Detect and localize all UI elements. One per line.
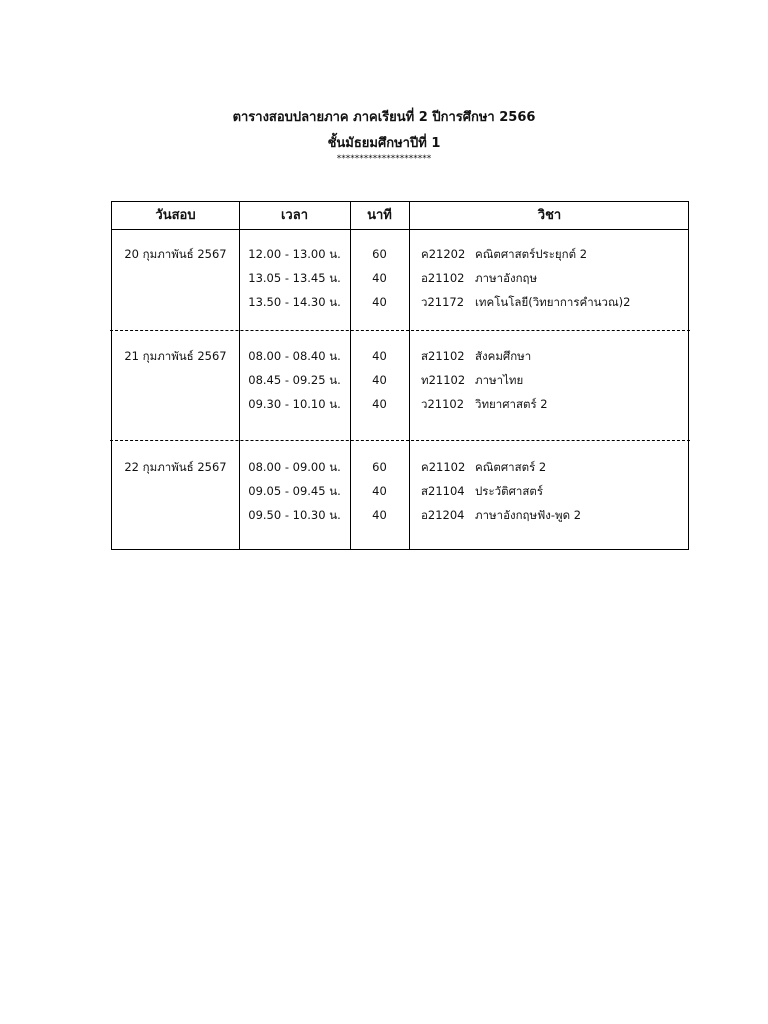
exam-minutes: 40 — [372, 295, 387, 309]
header-minutes: นาที — [367, 208, 392, 223]
subject-name: ภาษาอังกฤษฟัง-พูด 2 — [475, 508, 582, 522]
day-separator — [110, 440, 690, 441]
exam-time: 09.50 - 10.30 น. — [248, 508, 341, 522]
exam-subject — [421, 392, 548, 416]
exam-time: 09.30 - 10.10 น. — [248, 397, 341, 411]
subject-code: อ21204 — [421, 508, 465, 522]
exam-minutes: 60 — [372, 247, 387, 261]
exam-minutes: 60 — [372, 460, 387, 474]
exam-date: 21 กุมภาพันธ์ 2567 — [124, 349, 227, 363]
column-divider — [409, 202, 410, 549]
exam-subject — [421, 242, 587, 266]
exam-subject — [421, 455, 546, 479]
exam-time: 09.05 - 09.45 น. — [248, 484, 341, 498]
header-date: วันสอบ — [155, 208, 196, 223]
exam-subject — [421, 368, 523, 392]
subject-name: ภาษาไทย — [475, 373, 524, 387]
exam-time: 12.00 - 13.00 น. — [248, 247, 341, 261]
exam-time: 08.00 - 09.00 น. — [248, 460, 341, 474]
subject-code: ว21172 — [421, 295, 465, 309]
subject-name: เทคโนโลยี(วิทยาการคำนวณ)2 — [475, 295, 631, 309]
exam-subject — [421, 479, 543, 503]
exam-minutes: 40 — [372, 349, 387, 363]
document-title: ตารางสอบปลายภาค ภาคเรียนที่ 2 ปีการศึกษา 2566 — [232, 110, 536, 125]
exam-date: 20 กุมภาพันธ์ 2567 — [124, 247, 227, 261]
header-subject: วิชา — [537, 208, 562, 223]
subject-code: ท21102 — [421, 373, 466, 387]
exam-date: 22 กุมภาพันธ์ 2567 — [124, 460, 227, 474]
exam-minutes: 40 — [372, 397, 387, 411]
subject-code: อ21102 — [421, 271, 465, 285]
exam-minutes: 40 — [372, 373, 387, 387]
exam-subject — [421, 344, 531, 368]
subject-name: ภาษาอังกฤษ — [475, 271, 538, 285]
day-separator — [110, 330, 690, 331]
exam-minutes: 40 — [372, 271, 387, 285]
subject-name: สังคมศึกษา — [475, 349, 532, 363]
subject-code: ส21102 — [421, 349, 465, 363]
subject-name: ประวัติศาสตร์ — [475, 484, 544, 498]
star-divider: ********************* — [336, 154, 432, 164]
subject-name: คณิตศาสตร์ 2 — [475, 460, 547, 474]
exam-schedule-table — [111, 201, 689, 550]
subject-code: ค21202 — [421, 247, 466, 261]
subject-code: ค21102 — [421, 460, 466, 474]
exam-subject — [421, 290, 630, 314]
header-divider — [112, 229, 688, 230]
exam-time: 13.50 - 14.30 น. — [248, 295, 341, 309]
subject-name: คณิตศาสตร์ประยุกต์ 2 — [475, 247, 588, 261]
exam-minutes: 40 — [372, 508, 387, 522]
exam-minutes: 40 — [372, 484, 387, 498]
exam-time: 13.05 - 13.45 น. — [248, 271, 341, 285]
exam-time: 08.45 - 09.25 น. — [248, 373, 341, 387]
header-time: เวลา — [280, 208, 308, 223]
subject-code: ส21104 — [421, 484, 465, 498]
subject-name: วิทยาศาสตร์ 2 — [475, 397, 548, 411]
exam-subject — [421, 266, 537, 290]
document-subtitle: ชั้นมัธยมศึกษาปีที่ 1 — [327, 136, 441, 151]
exam-subject — [421, 503, 581, 527]
exam-time: 08.00 - 08.40 น. — [248, 349, 341, 363]
subject-code: ว21102 — [421, 397, 465, 411]
